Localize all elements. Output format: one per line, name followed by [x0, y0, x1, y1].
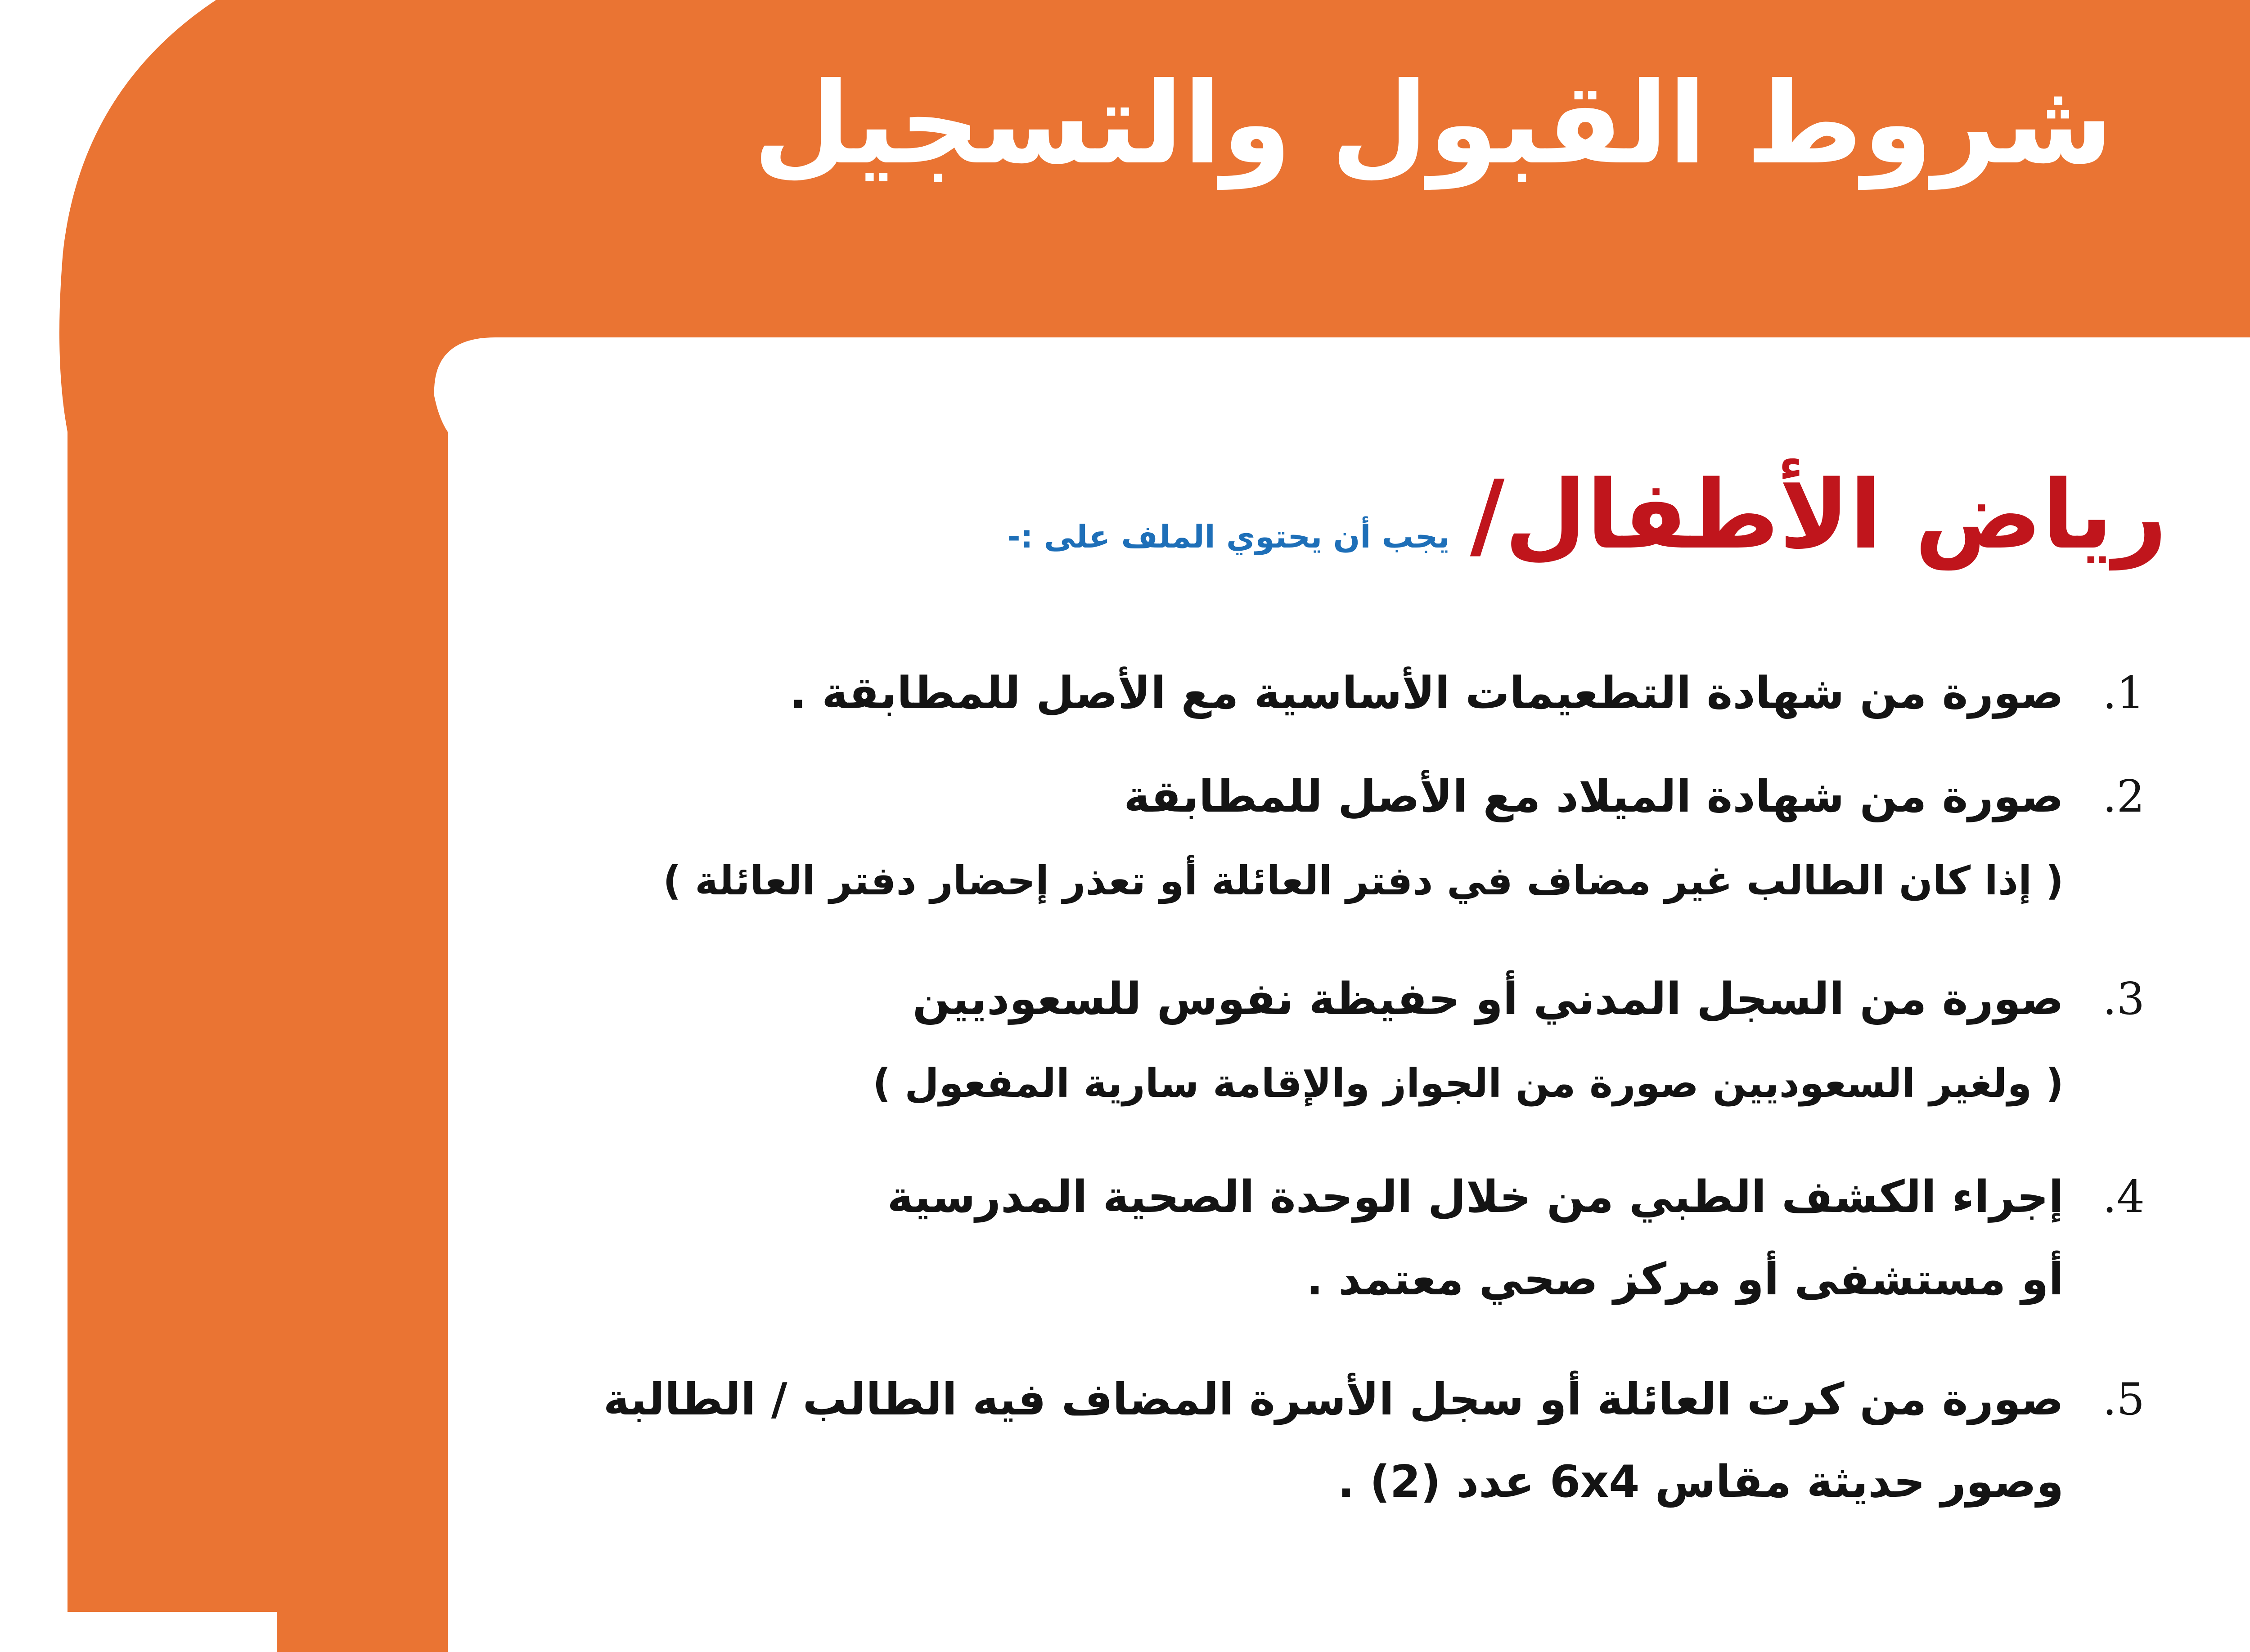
- item-number: 4.: [2102, 1172, 2145, 1223]
- item-number: 1.: [2102, 668, 2145, 719]
- item-number: 2.: [2102, 771, 2145, 822]
- item-note: ( إذا كان الطالب غير مضاف في دفتر العائلة أو تعذر إحضار دفتر العائلة ): [663, 857, 2064, 904]
- section-header: [1007, 460, 2167, 570]
- list-item: [495, 666, 2145, 721]
- item-line: [495, 666, 2145, 721]
- section-subtitle: يجب أن يحتوي الملف على :-: [1007, 518, 1450, 555]
- list-item: [495, 1170, 2145, 1307]
- item-continuation: أو مستشفى أو مركز صحي معتمد .: [1306, 1253, 2064, 1305]
- item-line: [495, 972, 2145, 1027]
- item-line: [495, 1372, 2145, 1428]
- item-text: صورة من السجل المدني أو حفيظة نفوس للسعوديين: [912, 974, 2064, 1025]
- item-note: ( ولغير السعوديين صورة من الجواز والإقامة سارية المفعول ): [873, 1059, 2064, 1106]
- list-item: [495, 769, 2145, 906]
- item-line: [495, 769, 2145, 825]
- list-item: [495, 972, 2145, 1108]
- page-title: شروط القبول والتسجيل: [753, 58, 2113, 189]
- footer-block: [68, 1612, 277, 1652]
- list-item: [495, 1372, 2145, 1509]
- item-number: 3.: [2102, 974, 2145, 1025]
- item-text: إجراء الكشف الطبي من خلال الوحدة الصحية المدرسية: [887, 1172, 2064, 1223]
- item-continuation: وصور حديثة مقاس 6x4 عدد (2) .: [1337, 1456, 2064, 1508]
- item-text: صورة من شهادة الميلاد مع الأصل للمطابقة: [1124, 771, 2064, 822]
- item-number: 5.: [2102, 1374, 2145, 1425]
- section-title: رياض الأطفال/: [1470, 460, 2167, 570]
- item-line: [495, 1170, 2145, 1225]
- item-text: صورة من كرت العائلة أو سجل الأسرة المضاف فيه الطالب / الطالبة: [603, 1374, 2064, 1425]
- item-text: صورة من شهادة التطعيمات الأساسية مع الأصل للمطابقة .: [789, 668, 2064, 719]
